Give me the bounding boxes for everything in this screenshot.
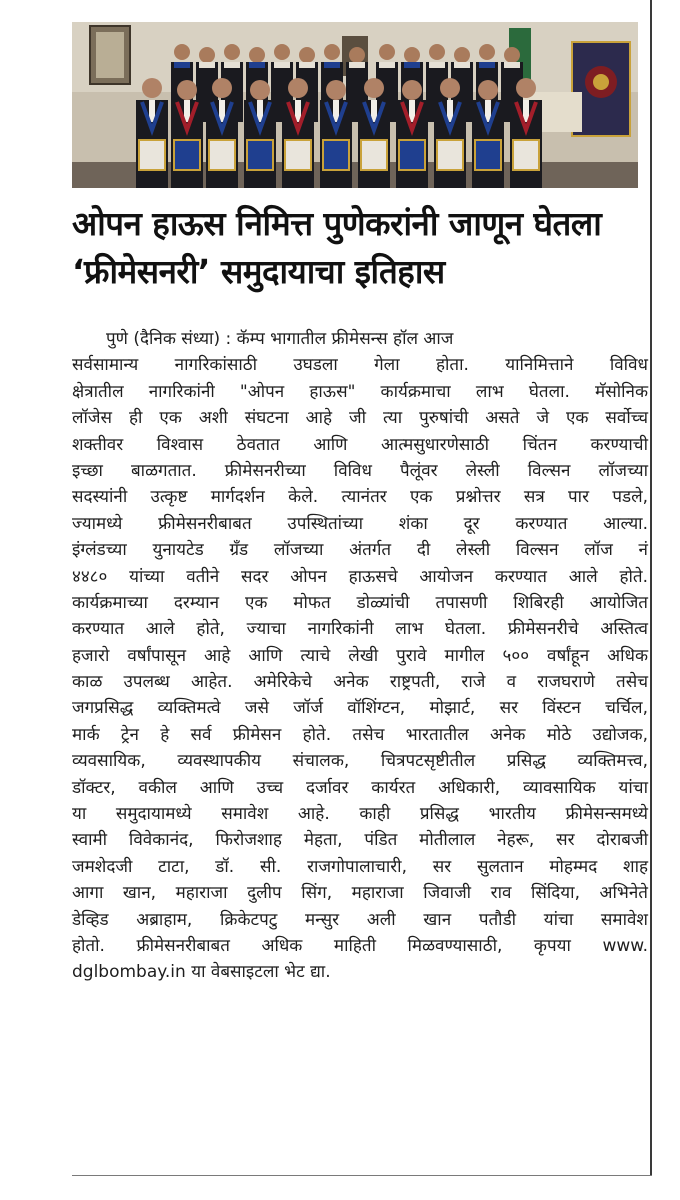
article-body xyxy=(72,326,648,986)
headline xyxy=(72,200,647,296)
article-line: या समुदायामध्ये समावेश आहे. काही प्रसिद्ध भारतीय फ्रीमेसन्समध्ये xyxy=(72,804,648,825)
article-line: मार्क ट्रेन हे सर्व फ्रीमेसन होते. तसेच भारतातील अनेक मोठे उद्योजक, xyxy=(72,724,648,745)
article-line: क्षेत्रातील नागरिकांनी "ओपन हाऊस" कार्यक्रमाचा लाभ घेतला. मॅसोनिक xyxy=(72,381,648,402)
article-line: जमशेदजी टाटा, डॉ. सी. राजगोपालाचारी, सर सुलतान मोहम्मद शाह xyxy=(72,856,648,877)
article-line: व्यवसायिक, व्यवस्थापकीय संचालक, चित्रपटसृष्टीतील प्रसिद्ध व्यक्तिमत्त्व, xyxy=(72,751,648,772)
article-line: जगप्रसिद्ध व्यक्तिमत्वे जसे जॉर्ज वॉशिंग्टन, मोझार्ट, सर विंस्टन चर्चिल, xyxy=(72,698,648,719)
article-line: डेव्हिड अब्राहाम, क्रिकेटपटु मन्सुर अली खान पतौडी यांचा समावेश xyxy=(72,909,648,930)
article-line: होतो. फ्रीमेसनरीबाबत अधिक माहिती मिळवण्यासाठी, कृपया www. xyxy=(72,935,648,956)
column-rule xyxy=(650,0,652,1176)
article-line: शक्तीवर विश्वास ठेवतात आणि आत्मसुधारणेसाठी चिंतन करण्याची xyxy=(72,434,648,455)
headline-line-1: ओपन हाऊस निमित्त पुणेकरांनी जाणून घेतला xyxy=(72,204,602,243)
headline-line-2: ‘फ्रीमेसनरी’ समुदायाचा इतिहास xyxy=(72,252,445,291)
article-line: स्वामी विवेकानंद, फिरोजशाह मेहता, पंडित मोतीलाल नेहरू, सर दोराबजी xyxy=(72,830,648,851)
article-line: डॉक्टर, वकील आणि उच्च दर्जावर कार्यरत अधिकारी, व्यावसायिक यांचा xyxy=(72,777,648,798)
article-line: आगा खान, महाराजा दुलीप सिंग, महाराजा जिवाजी राव सिंदिया, अभिनेते xyxy=(72,883,648,904)
article-line: ४४८० यांच्या वतीने सदर ओपन हाऊसचे आयोजन करण्यात आले होते. xyxy=(72,566,648,587)
article-line: dglbombay.in या वेबसाइटला भेट द्या. xyxy=(72,962,331,983)
article-line: सर्वसामान्य नागरिकांसाठी उघडला गेला होता. यानिमित्ताने विविध xyxy=(72,355,648,376)
article-line: इच्छा बाळगतात. फ्रीमेसनरीच्या विविध पैलूंवर लेस्ली विल्सन लॉजच्या xyxy=(72,460,648,481)
article-line: काळ उपलब्ध आहेत. अमेरिकेचे अनेक राष्ट्रपती, राजे व राजघराणे तसेच xyxy=(72,672,648,693)
bottom-rule xyxy=(72,1175,652,1176)
article-line: पुणे (दैनिक संध्या) : कॅम्प भागातील फ्रीमेसन्स हॉल आज xyxy=(106,329,454,349)
article-line: करण्यात आले होते, ज्याचा नागरिकांनी लाभ घेतला. फ्रीमेसनरीचे अस्तित्व xyxy=(72,619,648,640)
article-line: कार्यक्रमाच्या दरम्यान एक मोफत डोळ्यांची तपासणी शिबिरही आयोजित xyxy=(72,592,648,613)
article-line: सदस्यांनी उत्कृष्ट मार्गदर्शन केले. त्यानंतर एक प्रश्नोत्तर सत्र पार पडले, xyxy=(72,487,648,508)
article-line: ज्यामध्ये फ्रीमेसनरीबाबत उपस्थितांच्या शंका दूर करण्यात आल्या. xyxy=(72,513,648,534)
group-photo xyxy=(72,22,638,188)
article-line: लॉजेस ही एक अशी संघटना आहे जी त्या पुरुषांची असते जे एक सर्वोच्च xyxy=(72,408,648,429)
article-line: हजारो वर्षांपासून आहे आणि त्याचे लेखी पुरावे मागील ५०० वर्षांहून अधिक xyxy=(72,645,648,666)
article-line: इंग्लंडच्या युनायटेड ग्रँड लॉजच्या अंतर्गत दी लेस्ली विल्सन लॉज नं xyxy=(72,540,648,561)
